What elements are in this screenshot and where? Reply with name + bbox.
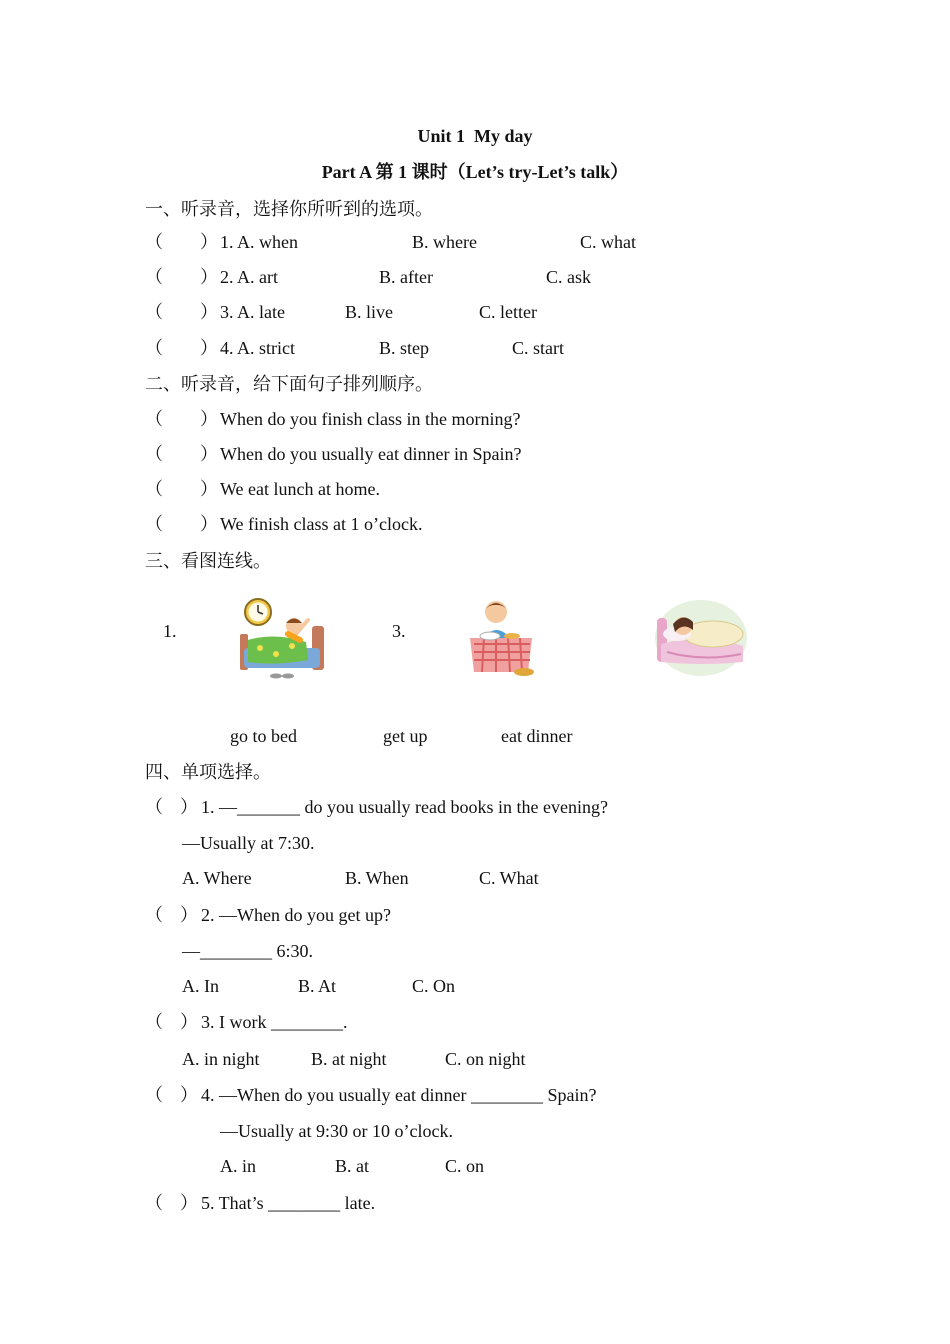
answer-blank-close: ） bbox=[180, 1193, 198, 1213]
order-sentence: We finish class at 1 o’clock. bbox=[220, 514, 423, 534]
order-sentence: When do you usually eat dinner in Spain? bbox=[220, 444, 522, 464]
picture-label-1: 1. bbox=[163, 621, 177, 641]
answer-blank-close: ） bbox=[200, 514, 218, 534]
answer-blank-open[interactable]: （ bbox=[145, 905, 163, 925]
answer-blank-open[interactable]: （ bbox=[145, 302, 163, 322]
option-c: C. on bbox=[445, 1156, 485, 1176]
answer-blank-open[interactable]: （ bbox=[145, 1012, 163, 1032]
answer-blank-close: ） bbox=[180, 905, 198, 925]
option-c: C. What bbox=[479, 868, 539, 888]
answer-blank-open[interactable]: （ bbox=[145, 479, 163, 499]
option-a: A. in night bbox=[182, 1049, 260, 1069]
option-a: A. In bbox=[182, 976, 219, 996]
answer-blank-open[interactable]: （ bbox=[145, 444, 163, 464]
option-b: B. When bbox=[345, 868, 409, 888]
question-stem: 3. I work ________. bbox=[201, 1012, 348, 1032]
answer-blank-open[interactable]: （ bbox=[145, 267, 163, 287]
page-subtitle: Part A 第 1 课时（Let’s try-Let’s talk） bbox=[321, 162, 629, 182]
option-c: C. ask bbox=[546, 267, 591, 287]
option-c: C. on night bbox=[445, 1049, 526, 1069]
answer-blank-open[interactable]: （ bbox=[145, 338, 163, 358]
dialog-answer: —Usually at 9:30 or 10 o’clock. bbox=[220, 1121, 453, 1141]
get-up-picture[interactable] bbox=[236, 596, 328, 682]
option-a: 4. A. strict bbox=[220, 338, 295, 358]
match-phrase[interactable]: get up bbox=[383, 726, 428, 746]
page-title: Unit 1 My day bbox=[417, 126, 533, 146]
section2-heading: 二、听录音，给下面句子排列顺序。 bbox=[145, 374, 433, 394]
option-a: A. Where bbox=[182, 868, 252, 888]
question-stem: 5. That’s ________ late. bbox=[201, 1193, 376, 1213]
answer-blank-open[interactable]: （ bbox=[145, 797, 163, 817]
answer-blank-close: ） bbox=[200, 409, 218, 429]
option-b: B. live bbox=[345, 302, 393, 322]
go-to-bed-picture[interactable] bbox=[653, 592, 749, 678]
answer-blank-close: ） bbox=[180, 1012, 198, 1032]
match-phrase[interactable]: go to bed bbox=[230, 726, 297, 746]
eat-dinner-picture[interactable] bbox=[464, 596, 540, 680]
answer-blank-open[interactable]: （ bbox=[145, 1193, 163, 1213]
question-stem: 2. —When do you get up? bbox=[201, 905, 391, 925]
option-b: B. after bbox=[379, 267, 433, 287]
picture-label-3: 3. bbox=[392, 621, 406, 641]
option-a: 1. A. when bbox=[220, 232, 298, 252]
answer-blank-open[interactable]: （ bbox=[145, 232, 163, 252]
option-c: C. letter bbox=[479, 302, 537, 322]
section4-heading: 四、单项选择。 bbox=[145, 762, 271, 782]
section1-heading: 一、听录音，选择你所听到的选项。 bbox=[145, 199, 433, 219]
answer-blank-close: ） bbox=[200, 232, 218, 252]
answer-blank-close: ） bbox=[180, 1085, 198, 1105]
option-b: B. at night bbox=[311, 1049, 387, 1069]
option-a: 3. A. late bbox=[220, 302, 285, 322]
option-b: B. at bbox=[335, 1156, 369, 1176]
option-c: C. start bbox=[512, 338, 564, 358]
question-stem: 1. —_______ do you usually read books in the evening? bbox=[201, 797, 608, 817]
match-phrase[interactable]: eat dinner bbox=[501, 726, 573, 746]
option-c: C. On bbox=[412, 976, 456, 996]
dialog-answer: —________ 6:30. bbox=[182, 941, 314, 961]
answer-blank-close: ） bbox=[180, 797, 198, 817]
answer-blank-open[interactable]: （ bbox=[145, 1085, 163, 1105]
answer-blank-close: ） bbox=[200, 302, 218, 322]
answer-blank-close: ） bbox=[200, 338, 218, 358]
question-stem: 4. —When do you usually eat dinner ________ Spain? bbox=[201, 1085, 597, 1105]
answer-blank-close: ） bbox=[200, 267, 218, 287]
option-b: B. At bbox=[298, 976, 337, 996]
dialog-answer: —Usually at 7:30. bbox=[182, 833, 315, 853]
answer-blank-close: ） bbox=[200, 444, 218, 464]
option-b: B. where bbox=[412, 232, 477, 252]
answer-blank-open[interactable]: （ bbox=[145, 514, 163, 534]
option-a: 2. A. art bbox=[220, 267, 278, 287]
section3-heading: 三、看图连线。 bbox=[145, 551, 271, 571]
answer-blank-open[interactable]: （ bbox=[145, 409, 163, 429]
answer-blank-close: ） bbox=[200, 479, 218, 499]
option-c: C. what bbox=[580, 232, 636, 252]
option-a: A. in bbox=[220, 1156, 256, 1176]
option-b: B. step bbox=[379, 338, 430, 358]
order-sentence: We eat lunch at home. bbox=[220, 479, 380, 499]
order-sentence: When do you finish class in the morning? bbox=[220, 409, 521, 429]
